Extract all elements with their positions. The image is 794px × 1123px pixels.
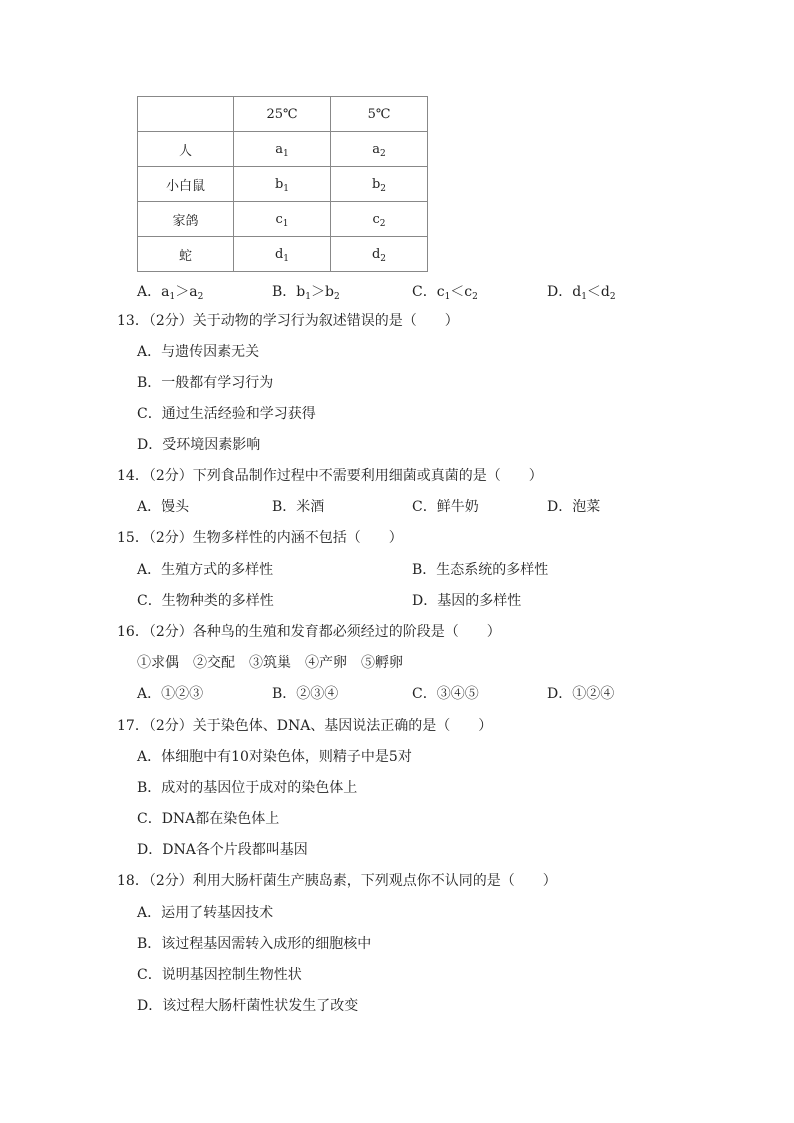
q18-option-a[interactable]: A．运用了转基因技术 <box>137 905 274 921</box>
q17-option-b[interactable]: B．成对的基因位于成对的染色体上 <box>137 780 358 796</box>
q13-stem: 13．（2分）关于动物的学习行为叙述错误的是（ ） <box>117 313 459 329</box>
q15-option-a[interactable]: A．生殖方式的多样性 <box>137 562 274 578</box>
q18-option-b[interactable]: B．该过程基因需转入成形的细胞核中 <box>137 936 372 952</box>
table-cell: $a_2$ <box>331 132 428 167</box>
q17-stem: 17．（2分）关于染色体、DNA、基因说法正确的是（ ） <box>117 718 493 734</box>
q17-option-d[interactable]: D．DNA各个片段都叫基因 <box>137 842 308 858</box>
q16-option-c[interactable]: C．③④⑤ <box>412 686 479 702</box>
q13-option-d[interactable]: D．受环境因素影响 <box>137 437 261 453</box>
row-label: 蛇 <box>138 237 234 272</box>
q18-option-d[interactable]: D．该过程大肠杆菌性状发生了改变 <box>137 998 359 1014</box>
q17-option-c[interactable]: C．DNA都在染色体上 <box>137 811 280 827</box>
q16-option-a[interactable]: A．①②③ <box>137 686 204 702</box>
q12-option-a[interactable]: A．$a_1>a_2$ <box>137 284 204 302</box>
table-header-row <box>138 97 428 132</box>
table-row <box>138 167 428 202</box>
q15-stem: 15．（2分）生物多样性的内涵不包括（ ） <box>117 530 403 546</box>
table-cell: $a_1$ <box>234 132 331 167</box>
q12-option-c[interactable]: C．$c_1<c_2$ <box>412 284 478 302</box>
table-row <box>138 132 428 167</box>
row-label: 人 <box>138 132 234 167</box>
q18-option-c[interactable]: C．说明基因控制生物性状 <box>137 967 302 983</box>
table-header-cell: 5℃ <box>331 97 428 132</box>
table-row <box>138 237 428 272</box>
row-label: 家鸽 <box>138 202 234 237</box>
q12-option-b[interactable]: B．$b_1>b_2$ <box>272 284 340 302</box>
q12-option-d[interactable]: D．$d_1<d_2$ <box>547 284 616 302</box>
table-cell: $d_2$ <box>331 237 428 272</box>
q16-stem: 16．（2分）各种鸟的生殖和发育都必须经过的阶段是（ ） <box>117 624 501 640</box>
q15-option-d[interactable]: D．基因的多样性 <box>412 593 522 609</box>
table-cell: $d_1$ <box>234 237 331 272</box>
q13-option-a[interactable]: A．与遗传因素无关 <box>137 344 260 360</box>
q16-stage-list: ①求偶 ②交配 ③筑巢 ④产卵 ⑤孵卵 <box>137 655 403 671</box>
table-header-cell: 25℃ <box>234 97 331 132</box>
table-cell: $c_2$ <box>331 202 428 237</box>
table-cell: $b_2$ <box>331 167 428 202</box>
temperature-table <box>137 96 428 272</box>
table-cell: $b_1$ <box>234 167 331 202</box>
q14-option-b[interactable]: B．米酒 <box>272 499 325 515</box>
table-header-cell <box>138 97 234 132</box>
q14-option-d[interactable]: D．泡菜 <box>547 499 601 515</box>
q13-option-b[interactable]: B．一般都有学习行为 <box>137 375 274 391</box>
q16-option-d[interactable]: D．①②④ <box>547 686 615 702</box>
q15-option-b[interactable]: B．生态系统的多样性 <box>412 562 549 578</box>
q18-stem: 18．（2分）利用大肠杆菌生产胰岛素，下列观点你不认同的是（ ） <box>117 873 557 889</box>
q16-option-b[interactable]: B．②③④ <box>272 686 339 702</box>
q14-stem: 14．（2分）下列食品制作过程中不需要利用细菌或真菌的是（ ） <box>117 468 543 484</box>
table-row <box>138 202 428 237</box>
q15-option-c[interactable]: C．生物种类的多样性 <box>137 593 274 609</box>
table-cell: $c_1$ <box>234 202 331 237</box>
q17-option-a[interactable]: A．体细胞中有10对染色体，则精子中是5对 <box>137 749 412 765</box>
q14-option-c[interactable]: C．鲜牛奶 <box>412 499 479 515</box>
q13-option-c[interactable]: C．通过生活经验和学习获得 <box>137 406 316 422</box>
q14-option-a[interactable]: A．馒头 <box>137 499 190 515</box>
row-label: 小白鼠 <box>138 167 234 202</box>
